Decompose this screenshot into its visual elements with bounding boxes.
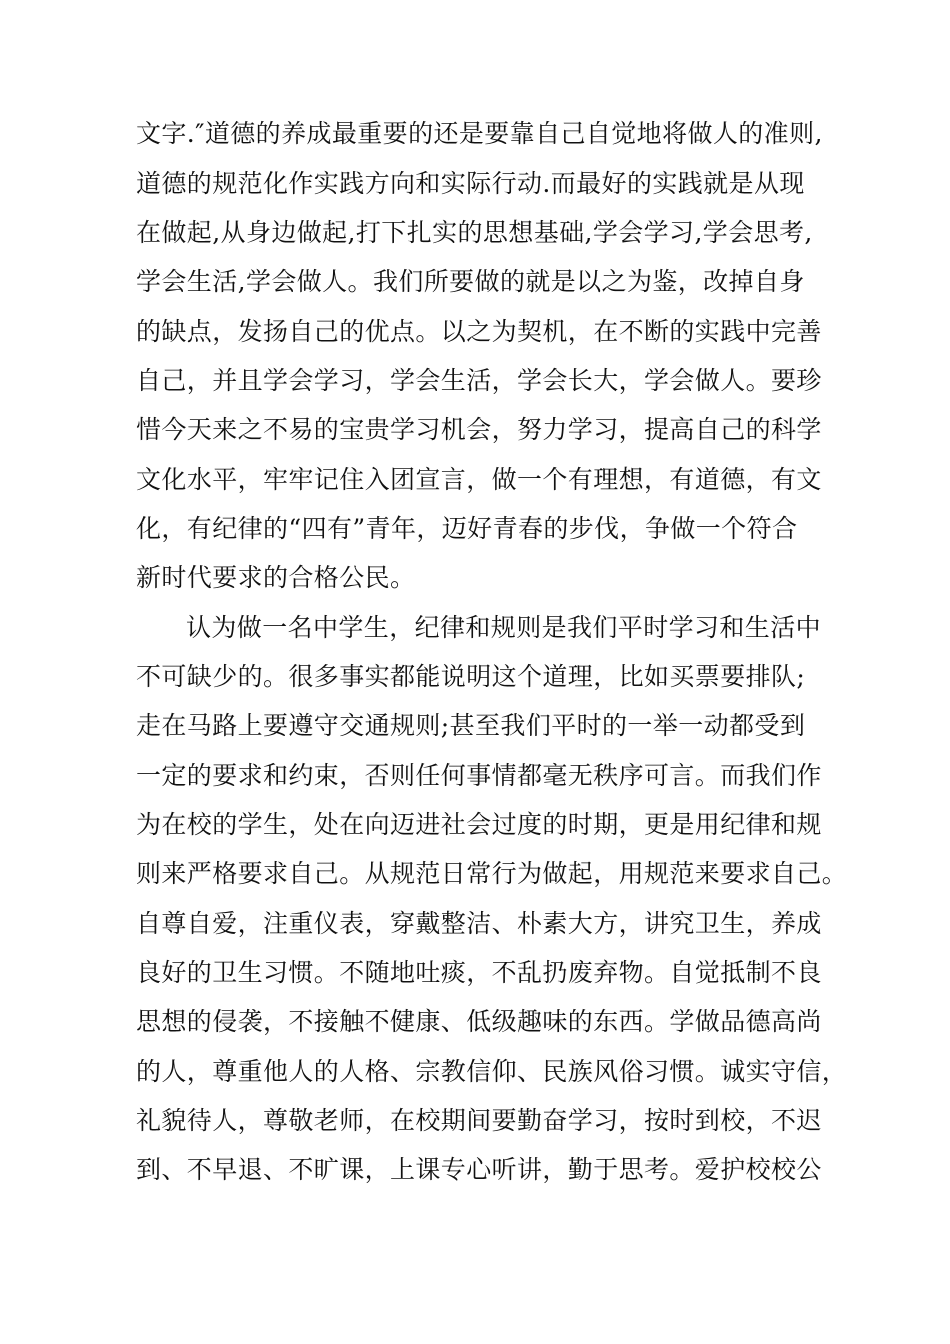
text-line: 良好的卫生习惯。不随地吐痰，不乱扔废弃物。自觉抵制不良 bbox=[136, 958, 822, 987]
text-line: 自己，并且学会学习，学会生活，学会长大，学会做人。要珍 bbox=[136, 366, 822, 395]
paragraph-first-line: 认为做一名中学生，纪律和规则是我们平时学习和生活中 bbox=[186, 613, 822, 642]
text-line: 的人，尊重他人的人格、宗教信仰、民族风俗习惯。诚实守信， bbox=[136, 1057, 848, 1086]
text-line: 新时代要求的合格公民。 bbox=[136, 563, 416, 592]
text-line: 惜今天来之不易的宝贵学习机会，努力学习，提高自己的科学 bbox=[136, 415, 822, 444]
text-line: 文字.″道德的养成最重要的还是要靠自己自觉地将做人的准则, bbox=[136, 119, 823, 148]
text-line: 文化水平，牢牢记住入团宣言，做一个有理想，有道德，有文 bbox=[136, 465, 822, 494]
text-line: 道德的规范化作实践方向和实际行动.而最好的实践就是从现 bbox=[136, 169, 805, 198]
text-line: 的缺点，发扬自己的优点。以之为契机，在不断的实践中完善 bbox=[136, 317, 822, 346]
text-line: 礼貌待人，尊敬老师，在校期间要勤奋学习，按时到校，不迟 bbox=[136, 1106, 822, 1135]
text-line: 自尊自爱，注重仪表，穿戴整洁、朴素大方，讲究卫生，养成 bbox=[136, 909, 822, 938]
text-line: 思想的侵袭，不接触不健康、低级趣味的东西。学做品德高尚 bbox=[136, 1007, 822, 1036]
text-line: 学会生活,学会做人。我们所要做的就是以之为鉴，改掉自身 bbox=[136, 267, 805, 296]
text-line: 一定的要求和约束，否则任何事情都毫无秩序可言。而我们作 bbox=[136, 761, 822, 790]
text-line: 不可缺少的。很多事实都能说明这个道理，比如买票要排队; bbox=[136, 662, 806, 691]
text-line: 化，有纪律的“四有”青年，迈好青春的步伐，争做一个符合 bbox=[136, 514, 798, 543]
text-line: 走在马路上要遵守交通规则;甚至我们平时的一举一动都受到 bbox=[136, 711, 806, 740]
text-line: 到、不早退、不旷课，上课专心听讲，勤于思考。爱护校校公 bbox=[136, 1155, 822, 1184]
text-line: 为在校的学生，处在向迈进社会过度的时期，更是用纪律和规 bbox=[136, 810, 822, 839]
text-line: 则来严格要求自己。从规范日常行为做起，用规范来要求自己。 bbox=[136, 859, 848, 888]
text-line: 在做起,从身边做起,打下扎实的思想基础,学会学习,学会思考, bbox=[136, 218, 813, 247]
